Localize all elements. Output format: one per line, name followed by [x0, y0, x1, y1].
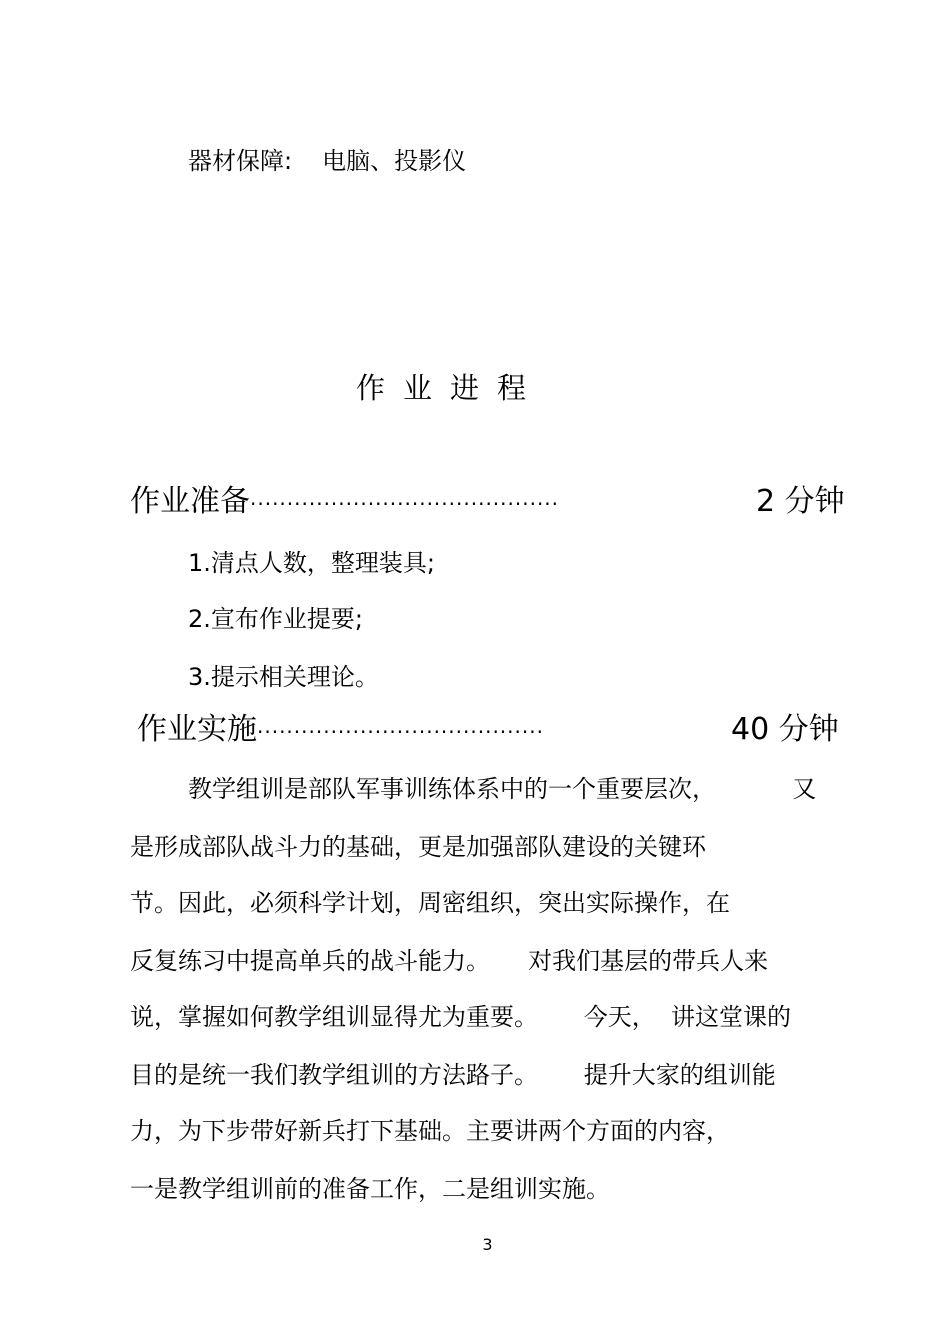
leader-dots: ··········································: [250, 492, 560, 516]
section-heading-preparation: [130, 482, 850, 524]
section-duration: 2 分钟: [756, 484, 845, 519]
paragraph-line: 节。因此，必须科学计划，周密组织，突出实际操作，在: [130, 889, 730, 917]
leader-dots: ·······································: [257, 720, 544, 744]
paragraph-line: 反复练习中提高单兵的战斗能力。 对我们基层的带兵人来: [130, 947, 769, 975]
paragraph-line: 说，掌握如何教学组训显得尤为重要。 今天， 讲这堂课的: [130, 1003, 792, 1031]
paragraph-line: 是形成部队战斗力的基础，更是加强部队建设的关键环: [130, 833, 706, 861]
paragraph-line: 力，为下步带好新兵打下基础。主要讲两个方面的内容，: [130, 1117, 730, 1145]
section-name: 作业实施: [137, 712, 257, 747]
paragraph-line: 目的是统一我们教学组训的方法路子。 提升大家的组训能: [130, 1061, 776, 1089]
page-number: 3: [482, 1235, 493, 1254]
list-item: 1.清点人数，整理装具;: [188, 549, 435, 577]
section-duration: 40 分钟: [731, 712, 839, 747]
page-title: 作业进程: [355, 371, 544, 405]
section-heading-implementation: [137, 710, 857, 752]
equipment-value: 电脑、投影仪: [322, 147, 467, 175]
section-name: 作业准备: [130, 484, 250, 519]
equipment-label: 器材保障:: [188, 147, 293, 175]
paragraph-line: 一是教学组训前的准备工作，二是组训实施。: [130, 1175, 610, 1203]
list-item: 3.提示相关理论。: [188, 663, 379, 691]
list-item: 2.宣布作业提要;: [188, 605, 363, 633]
paragraph-line: 教学组训是部队军事训练体系中的一个重要层次， 又: [188, 775, 817, 803]
equipment-line: [188, 144, 466, 178]
